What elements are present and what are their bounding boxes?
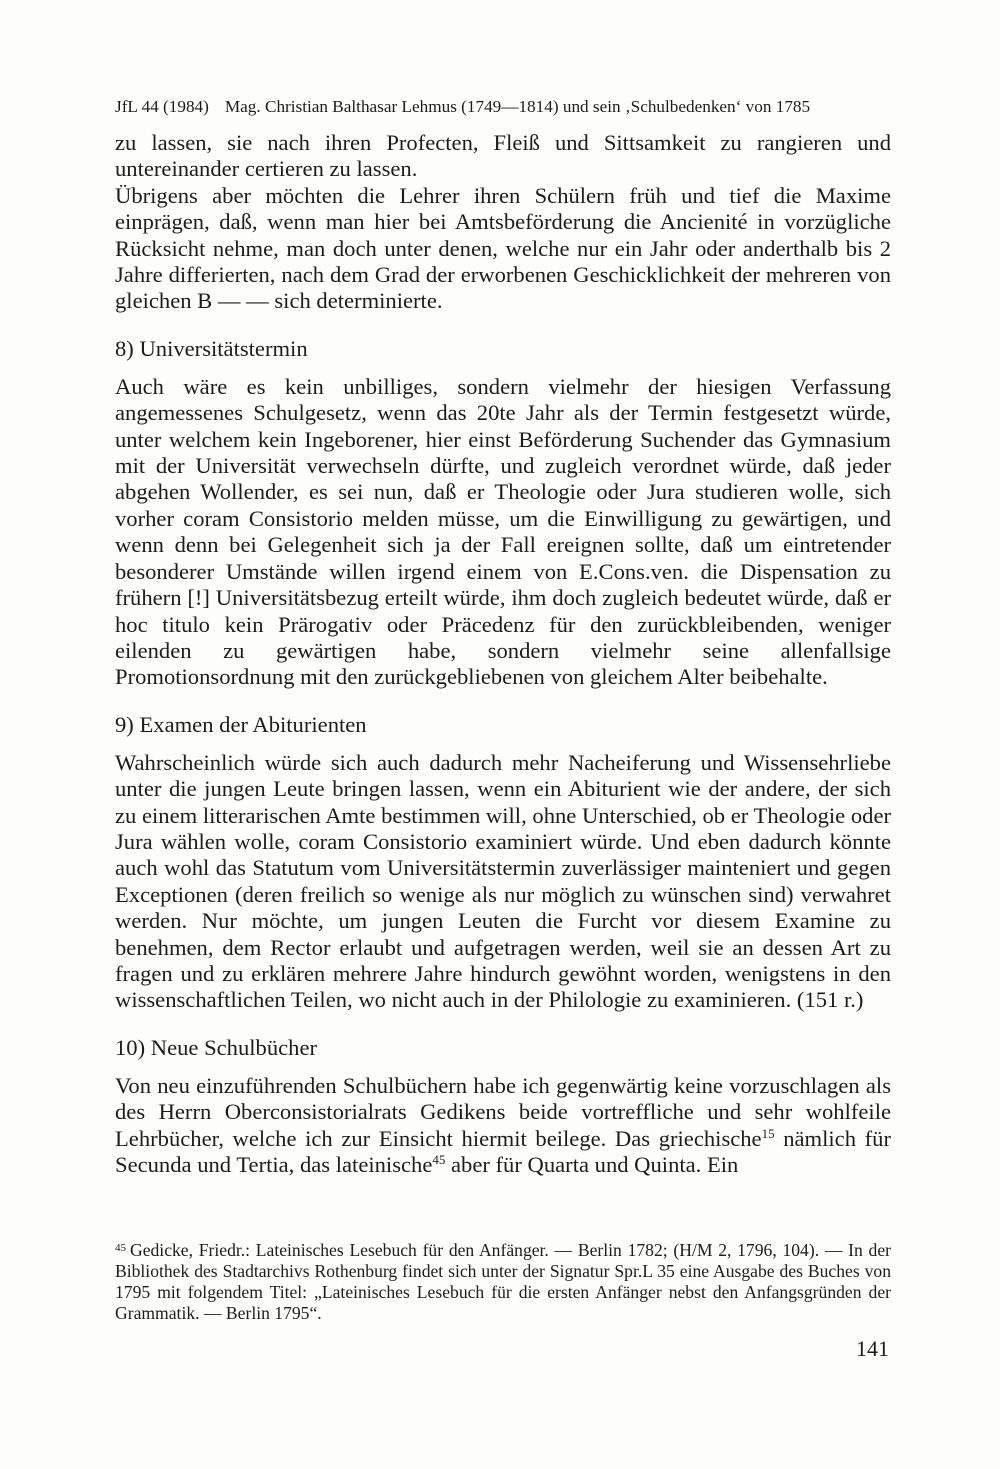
paragraph-universitaetstermin: Auch wäre es kein unbilliges, sondern vielmehr der hiesigen Verfassung angemessenes Schulgesetz, wenn das 20te Jahr als der Termin festgesetzt würde, unter welchem kein Ingeborener, hier einst Beförderung Suchender das Gymnasium mit der Universität verwechseln dürfte, und zugleich verordnet würde, daß jeder abgehen Wollender, es sei nun, daß er Theologie oder Jura studieren wolle, sich vorher coram Consistorio melden müsse, um die Einwilligung zu gewärtigen, und wenn denn bei Gelegenheit sich ja der Fall ereignen sollte, daß um eintretender besonderer Umstände willen irgend einem von E.Cons.ven. die Dispensation zu frühern [!] Universitätsbezug erteilt würde, ihm doch zugleich bedeutet würde, daß er hoc titulo kein Prärogativ oder Präcedenz für den zurückbleibenden, weniger eilenden zu gewärtigen habe, sondern vielmehr seine allenfallsige Promotionsordnung mit den zurückgebliebenen von gleichem Alter beibehalte. xyxy=(115,373,891,690)
paragraph-examen: Wahrscheinlich würde sich auch dadurch mehr Nacheiferung und Wissensehrliebe unter die jungen Leute bringen lassen, wenn ein Abiturient wie der andere, der sich zu einem litterarischen Amte bestimmen will, ohne Unterschied, ob er Theologie oder Jura wählen wolle, coram Consistorio examiniert würde. Und eben dadurch könnte auch wohl das Statutum vom Universitätstermin zuverlässiger mainteniert und gegen Exceptionen (deren freilich so wenige als nur möglich zu wünschen sind) verwahret werden. Nur möchte, um jungen Leuten die Furcht vor diesem Examine zu benehmen, dem Rector erlaubt und aufgetragen werden, weil sie an dessen Art zu fragen und zu erklären mehrere Jahre hindurch gewöhnt worden, wenigstens in den wissenschaftlichen Teilen, wo nicht auch in der Philologie zu examinieren. (151 r.) xyxy=(115,749,891,1013)
page-body xyxy=(115,96,891,1178)
section-heading-10: 10) Neue Schulbücher xyxy=(115,1034,318,1060)
running-head-title: Mag. Christian Balthasar Lehmus (1749—1814) und sein ‚Schulbedenken‘ von 1785 xyxy=(224,97,811,116)
footnote-reference-45: 45 xyxy=(432,1152,446,1167)
footnote-text: Gedicke, Friedr.: Lateinisches Lesebuch für den Anfänger. — Berlin 1782; (H/M 2, 1796, 104). — In der Bibliothek des Stadtarchivs Rothenburg findet sich unter der Signatur Spr.L 35 eine Ausgabe des Buches von 1795 mit folgendem Titel: „Lateinisches Lesebuch für die ersten Anfänger nebst den Anfangsgründen der Grammatik. — Berlin 1795“. xyxy=(115,1240,891,1323)
section-heading-9: 9) Examen der Abiturienten xyxy=(115,711,367,737)
section-heading-8: 8) Universitätstermin xyxy=(115,335,308,361)
page-number: 141 xyxy=(856,1336,889,1361)
running-head xyxy=(115,96,891,118)
paragraph-schulbuecher xyxy=(115,1073,891,1179)
paragraph-maxime: Übrigens aber möchten die Lehrer ihren Schülern früh und tief die Maxime einprägen, daß, wenn man hier bei Amtsbeförderung die Ancienité in vorzügliche Rücksicht nehme, man doch unter denen, welche nur ein Jahr oder anderthalb bis 2 Jahre differierten, nach dem Grad der erworbenen Geschicklichkeit der mehreren von gleichen B — — sich determinierte. xyxy=(115,182,891,314)
footnote-block xyxy=(115,1238,891,1324)
footnote-45 xyxy=(115,1238,891,1324)
schulbuecher-text-b: nämlich für Secunda und Tertia, das lateinische xyxy=(115,1125,891,1177)
schulbuecher-text-a: Von neu einzuführenden Schulbüchern habe ich gegenwärtig keine vorzuschlagen als des Herrn Oberconsistorialrats Gedikens beide vortreffliche und sehr wohlfeile Lehrbücher, welche ich zur Einsicht hiermit beilege. Das griechische xyxy=(115,1072,891,1151)
footnote-reference-15: 15 xyxy=(761,1125,775,1141)
paragraph-continuation: zu lassen, sie nach ihren Profecten, Fleiß und Sittsamkeit zu rangieren und untereinander certieren zu lassen. xyxy=(115,130,891,182)
footnote-mark: 45 xyxy=(115,1242,126,1254)
schulbuecher-text-c: aber für Quarta und Quinta. Ein xyxy=(445,1152,739,1177)
running-head-journal: JfL 44 (1984) xyxy=(115,97,209,116)
